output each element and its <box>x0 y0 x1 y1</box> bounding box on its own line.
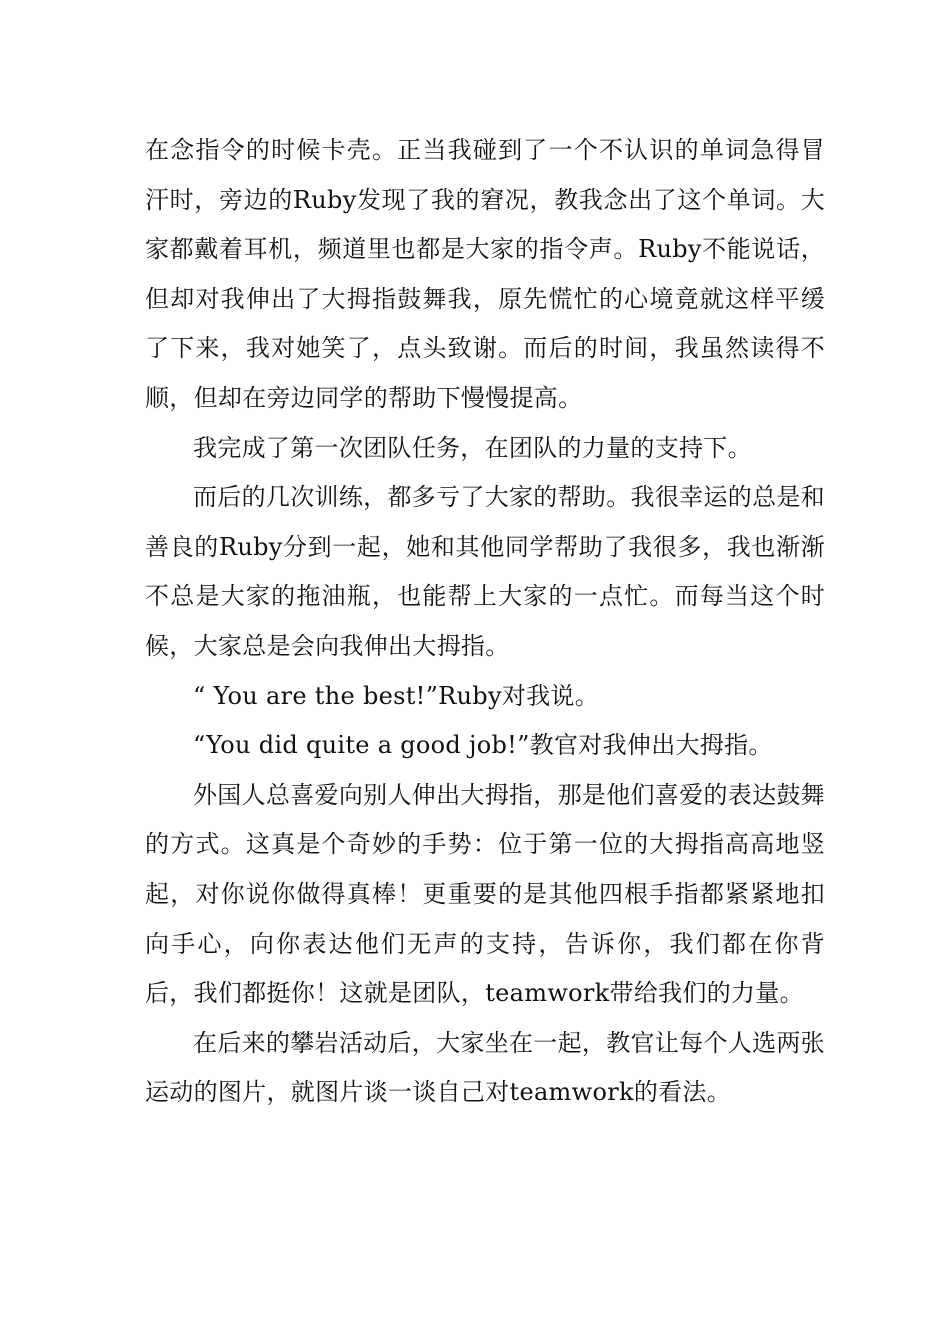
document-body <box>145 126 825 1118</box>
paragraph: 我完成了第一次团队任务，在团队的力量的支持下。 <box>193 433 752 462</box>
paragraph: 在念指令的时候卡壳。正当我碰到了一个不认识的单词急得冒汗时，旁边的Ruby发现了我的窘况，教我念出了这个单词。大家都戴着耳机，频道里也都是大家的指令声。Ruby不能说话，但却对我伸出了大拇指鼓舞我，原先慌忙的心境竟就这样平缓了下来，我对她笑了，点头致谢。而后的时间，我虽然读得不顺，但却在旁边同学的帮助下慢慢提高。 <box>145 136 825 412</box>
paragraph: 而后的几次训练，都多亏了大家的帮助。我很幸运的总是和善良的Ruby分到一起，她和其他同学帮助了我很多，我也渐渐不总是大家的拖油瓶，也能帮上大家的一点忙。而每当这个时候，大家总是会向我伸出大拇指。 <box>145 483 825 660</box>
paragraph: 在后来的攀岩活动后，大家坐在一起，教官让每个人选两张运动的图片，就图片谈一谈自己对teamwork的看法。 <box>145 1028 825 1107</box>
paragraph: “ You are the best!”Ruby对我说。 <box>193 681 600 710</box>
paragraph: 外国人总喜爱向别人伸出大拇指，那是他们喜爱的表达鼓舞的方式。这真是个奇妙的手势：位于第一位的大拇指高高地竖起，对你说你做得真棒！更重要的是其他四根手指都紧紧地扣向手心，向你表达他们无声的支持，告诉你，我们都在你背后，我们都挺你！这就是团队，teamwork带给我们的力量。 <box>145 780 825 1008</box>
paragraph: “You did quite a good job!”教官对我伸出大拇指。 <box>193 731 773 760</box>
